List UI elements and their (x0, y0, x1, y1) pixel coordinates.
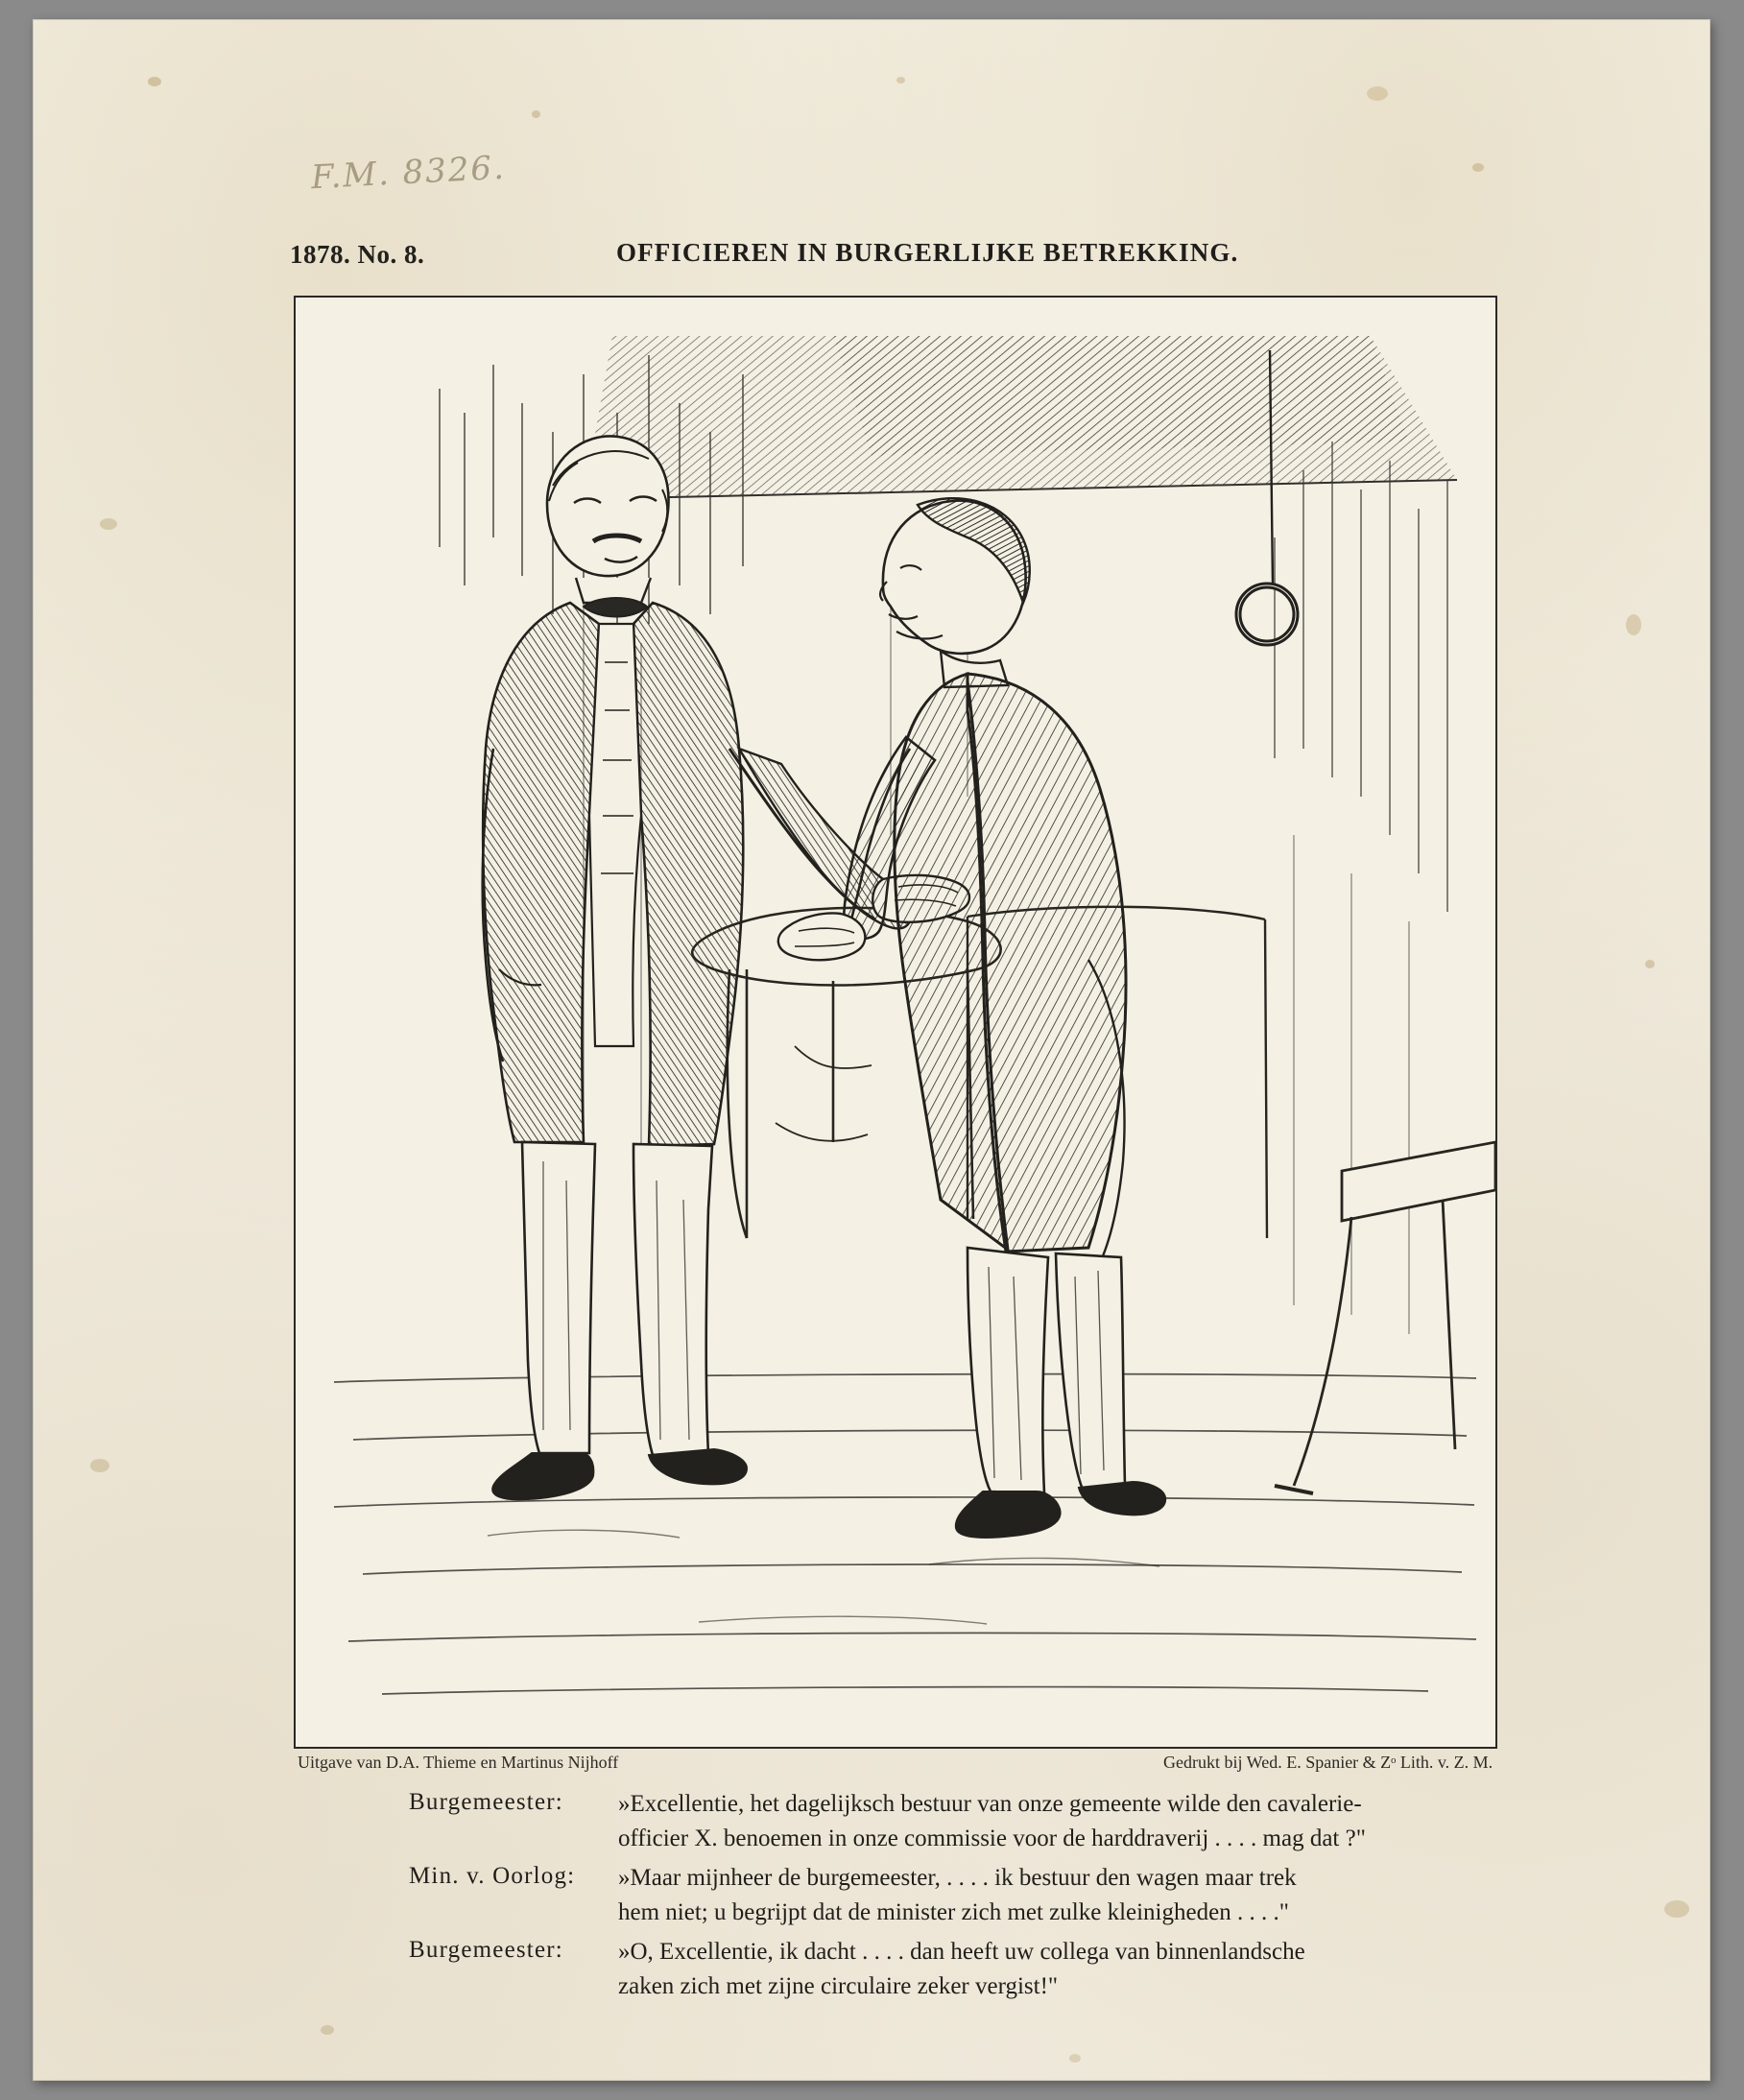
foxing-spot (1626, 614, 1641, 635)
caption-dialogue (409, 1787, 1484, 2009)
foxing-spot (90, 1459, 109, 1472)
dialogue-line: »Maar mijnheer de burgemeester, . . . . ik bestuur den wagen maar trek (618, 1865, 1297, 1891)
dialogue-line: hem niet; u begrijpt dat de minister zich met zulke kleinigheden . . . ." (618, 1898, 1289, 1925)
plate-title: OFFICIEREN IN BURGERLIJKE BETREKKING. (616, 238, 1239, 267)
ceiling-hatching (584, 336, 1457, 499)
foxing-spot (148, 77, 161, 86)
dialogue-line: officier X. benoemen in onze commissie voor de harddraverij . . . . mag dat ?" (618, 1825, 1366, 1851)
dialogue-row (409, 1861, 1484, 1929)
foxing-spot (1645, 960, 1655, 968)
dialogue-text (618, 1787, 1484, 1855)
foxing-spot (1069, 2054, 1081, 2063)
publisher-credit: Uitgave van D.A. Thieme en Martinus Nijhoff (298, 1753, 619, 1772)
foxing-spot (1664, 1900, 1689, 1918)
dialogue-row (409, 1935, 1484, 2003)
pencil-inscription: F.M. 8326. (310, 148, 507, 198)
dialogue-line: »O, Excellentie, ik dacht . . . . dan heeft uw collega van binnenlandsche (618, 1939, 1305, 1965)
issue-number: 1878. No. 8. (290, 240, 425, 269)
foxing-spot (1367, 86, 1388, 101)
foxing-spot (100, 518, 117, 530)
plate-drawing (296, 298, 1495, 1747)
dialogue-line: zaken zich met zijne circulaire zeker vergist!" (618, 1972, 1059, 1999)
foxing-spot (1472, 163, 1484, 172)
foxing-spot (532, 110, 540, 118)
dialogue-line: »Excellentie, het dagelijksch bestuur van onze gemeente wilde den cavalerie- (618, 1791, 1362, 1817)
dialogue-speaker: Min. v. Oorlog: (409, 1863, 576, 1889)
foxing-spot (896, 77, 905, 84)
dialogue-speaker: Burgemeester: (409, 1789, 563, 1815)
foxing-spot (321, 2025, 334, 2035)
dialogue-row (409, 1787, 1484, 1855)
printer-credit: Gedrukt bij Wed. E. Spanier & Zᵒ Lith. v. Z. M. (1163, 1753, 1493, 1772)
lithograph-plate (294, 296, 1497, 1749)
dialogue-text (618, 1935, 1484, 2003)
dialogue-speaker: Burgemeester: (409, 1937, 563, 1963)
dialogue-text (618, 1861, 1484, 1929)
paper-sheet (33, 19, 1710, 2081)
